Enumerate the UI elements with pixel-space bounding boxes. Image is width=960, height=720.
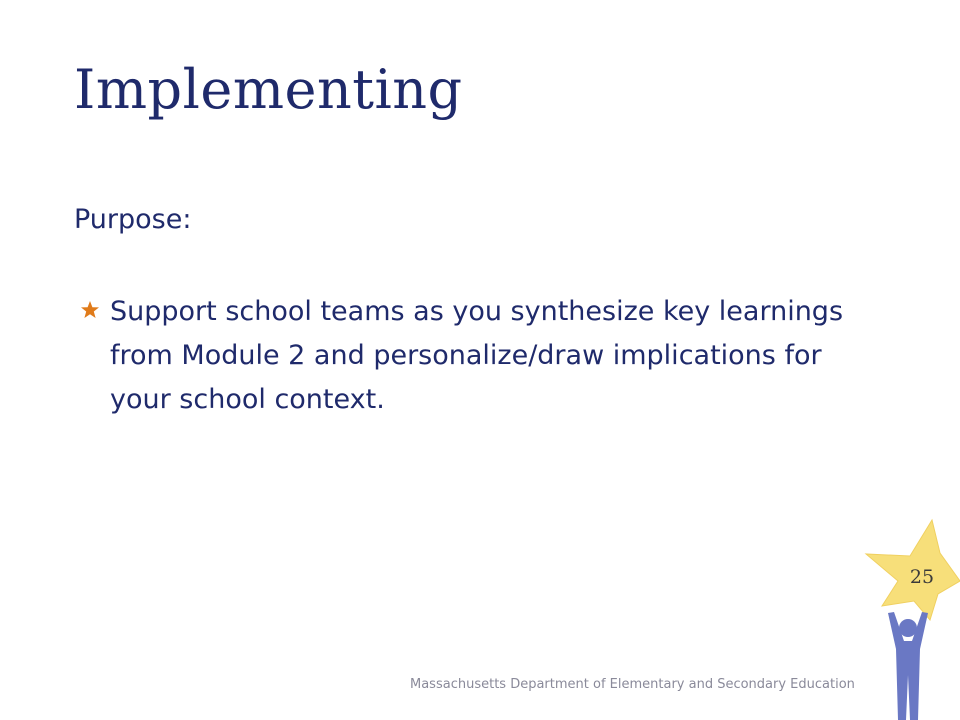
bullet-item	[74, 290, 874, 422]
bullet-list	[74, 290, 874, 422]
star-mascot-logo	[860, 515, 960, 720]
slide-title: Implementing	[74, 58, 463, 121]
footer-organization: Massachusetts Department of Elementary and Secondary Education	[410, 677, 855, 692]
figure-icon	[888, 612, 928, 720]
page-number: 25	[909, 566, 935, 588]
purpose-heading: Purpose:	[74, 204, 192, 235]
star-bullet-icon	[80, 300, 100, 320]
bullet-text: Support school teams as you synthesize key learnings from Module 2 and personalize/draw implications for your school context.	[110, 296, 844, 415]
